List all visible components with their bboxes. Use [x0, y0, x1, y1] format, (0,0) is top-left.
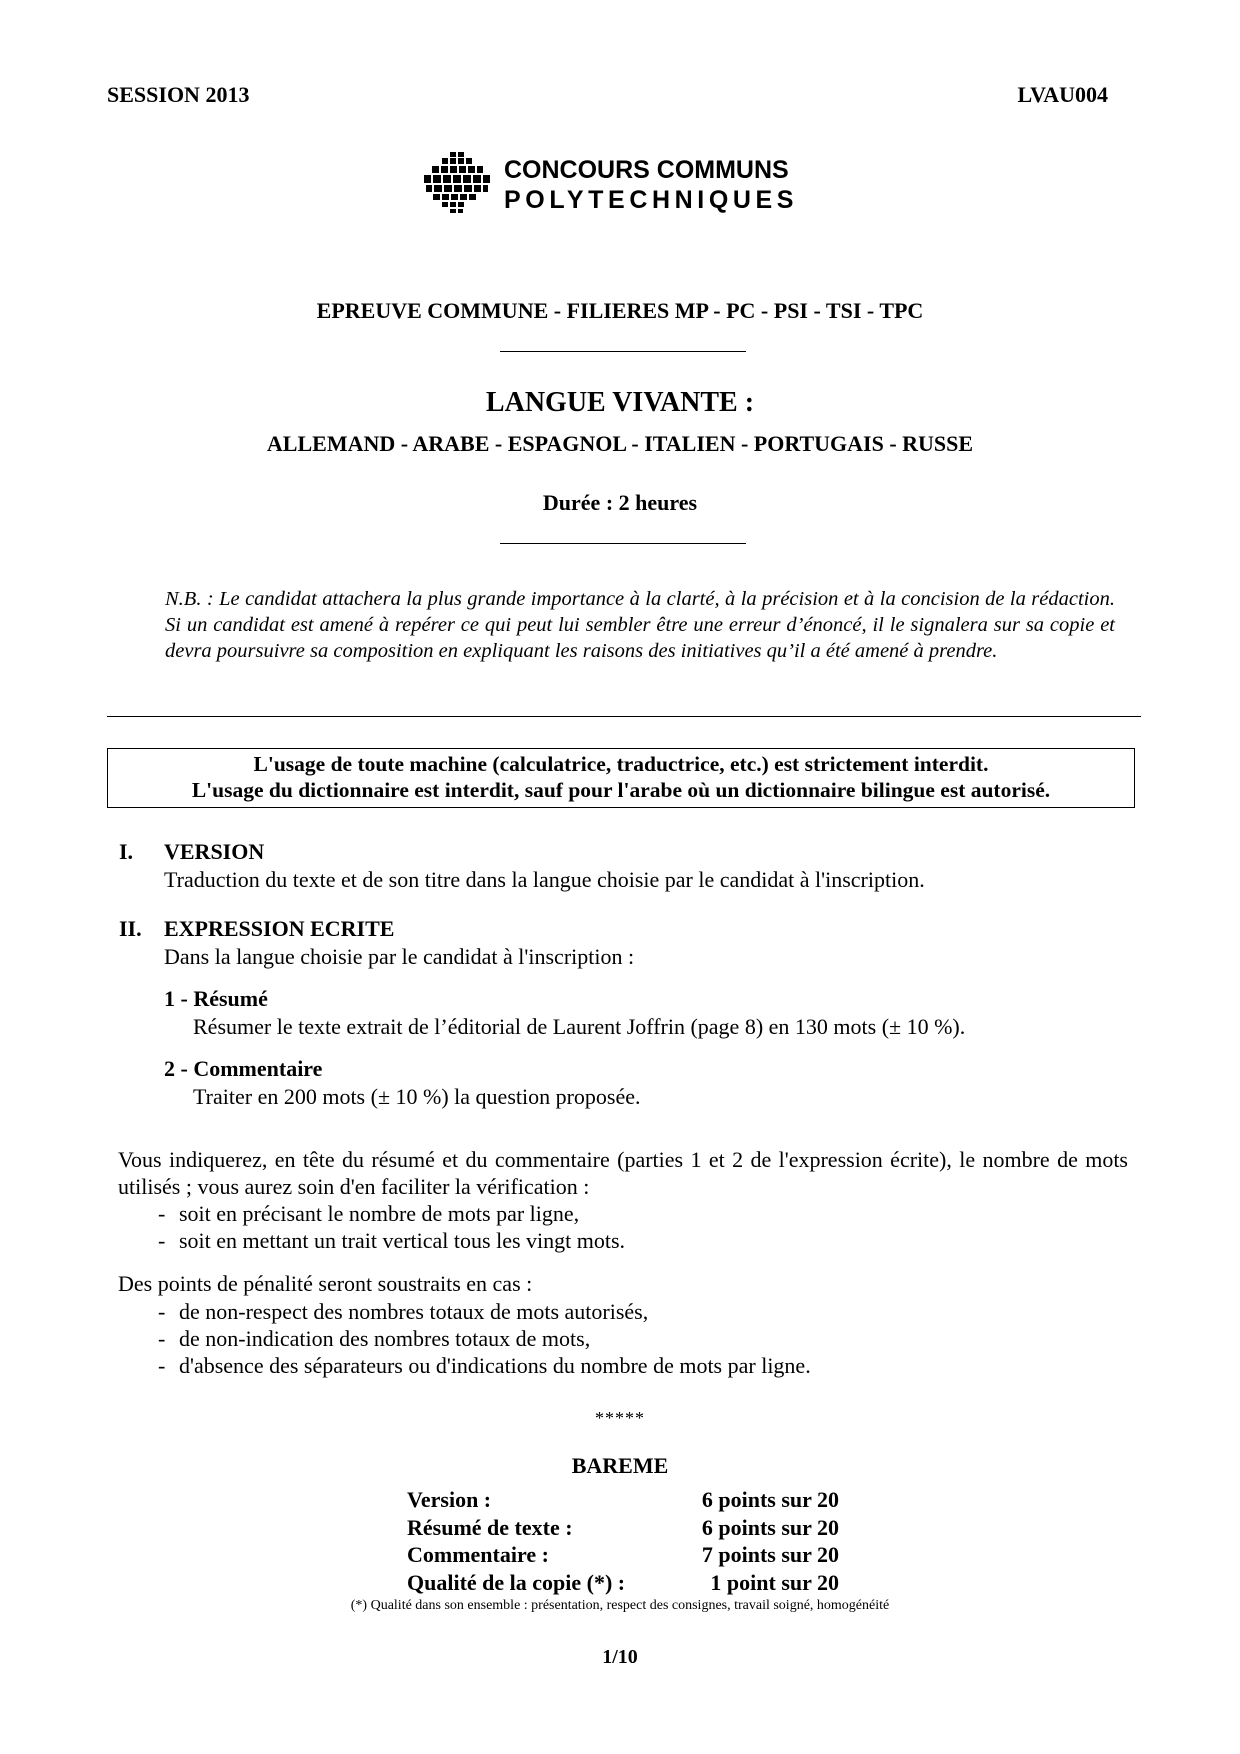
dash: -	[158, 1353, 166, 1378]
page-number: 1/10	[602, 1646, 638, 1668]
instructions-paragraph: Vous indiquerez, en tête du résumé et du commentaire (parties 1 et 2 de l'expression écrite), le nombre de mots utilisés ; vous aurez soin d'en faciliter la vérification :	[118, 1147, 1128, 1199]
subsection-title: 2 - Commentaire	[164, 1056, 323, 1081]
logo-line2: POLYTECHNIQUES	[504, 186, 799, 214]
dash: -	[158, 1299, 166, 1324]
list-item	[118, 1352, 811, 1379]
table-row	[407, 1569, 839, 1597]
globe-grid-icon	[420, 150, 496, 214]
subsection-text: Traiter en 200 mots (± 10 %) la question proposée.	[193, 1084, 641, 1109]
list-item-text: d'absence des séparateurs ou d'indications du nombre de mots par ligne.	[179, 1353, 811, 1378]
duree: Durée : 2 heures	[542, 490, 698, 515]
langue-title: LANGUE VIVANTE :	[485, 387, 755, 418]
bareme-value: 1 point sur 20	[710, 1569, 839, 1595]
table-row	[407, 1486, 839, 1514]
rules-line: L'usage du dictionnaire est interdit, sauf pour l'arabe où un dictionnaire bilingue est autorisé.	[191, 778, 1051, 802]
bareme-value: 6 points sur 20	[701, 1514, 839, 1540]
divider	[500, 351, 746, 352]
subsection-text: Résumer le texte extrait de l’éditorial de Laurent Joffrin (page 8) en 130 mots (± 10 %).	[193, 1014, 966, 1039]
section-text: Traduction du texte et de son titre dans la langue choisie par le candidat à l'inscription.	[164, 867, 925, 892]
section-number: I.	[119, 839, 134, 864]
rules-box	[107, 748, 1135, 808]
rules-line: L'usage de toute machine (calculatrice, traductrice, etc.) est strictement interdit.	[253, 752, 989, 776]
penalty-intro: Des points de pénalité seront soustraits en cas :	[118, 1271, 533, 1296]
bareme-value: 6 points sur 20	[701, 1487, 839, 1512]
divider	[107, 716, 1141, 717]
list-item-text: de non-indication des nombres totaux de mots,	[179, 1326, 591, 1351]
epreuve-title: EPREUVE COMMUNE - FILIERES MP - PC - PSI - TSI - TPC	[316, 298, 924, 323]
logo	[420, 150, 820, 214]
section-text: Dans la langue choisie par le candidat à l'inscription :	[164, 944, 635, 969]
bareme-footnote: (*) Qualité dans son ensemble : présentation, respect des consignes, travail soigné, homogénéité	[350, 1598, 890, 1613]
section-title: EXPRESSION ECRITE	[164, 916, 395, 941]
bareme-label: Résumé de texte :	[407, 1514, 573, 1540]
section-number: II.	[119, 916, 142, 941]
session-label: SESSION 2013	[107, 82, 250, 107]
subsection-title: 1 - Résumé	[164, 986, 268, 1011]
nb-notice: N.B. : Le candidat attachera la plus grande importance à la clarté, à la précision et à la concision de la rédaction. Si un candidat est amené à repérer ce qui peut lui sembler être une erreur d’énoncé, il le signalera sur sa copie et devra poursuivre sa composition en expliquant les raisons des initiatives qu’il a été amené à prendre.	[165, 588, 1115, 662]
count-method-list	[118, 1200, 625, 1254]
table-row	[407, 1514, 839, 1542]
separator: *****	[595, 1408, 645, 1428]
dash: -	[158, 1228, 166, 1253]
exam-code: LVAU004	[1017, 82, 1108, 107]
list-item-text: soit en précisant le nombre de mots par ligne,	[179, 1201, 580, 1226]
list-item	[118, 1325, 811, 1352]
bareme-table	[407, 1486, 839, 1596]
list-item-text: soit en mettant un trait vertical tous les vingt mots.	[179, 1228, 626, 1253]
logo-text	[504, 155, 798, 215]
penalty-list	[118, 1298, 811, 1379]
bareme-label: Qualité de la copie (*) :	[407, 1569, 626, 1595]
bareme-value: 7 points sur 20	[701, 1542, 839, 1567]
list-item	[118, 1200, 625, 1227]
bareme-title: BAREME	[571, 1453, 669, 1478]
dash: -	[158, 1201, 166, 1226]
bareme-label: Commentaire :	[407, 1542, 549, 1567]
list-item	[118, 1227, 625, 1254]
section-title: VERSION	[164, 839, 265, 864]
divider	[500, 543, 746, 544]
table-row	[407, 1541, 839, 1569]
list-item	[118, 1298, 811, 1325]
bareme-label: Version :	[407, 1487, 492, 1512]
logo-line1: CONCOURS COMMUNS	[504, 156, 789, 184]
langues-list: ALLEMAND - ARABE - ESPAGNOL - ITALIEN - PORTUGAIS - RUSSE	[266, 431, 974, 456]
list-item-text: de non-respect des nombres totaux de mots autorisés,	[179, 1299, 649, 1324]
dash: -	[158, 1326, 166, 1351]
